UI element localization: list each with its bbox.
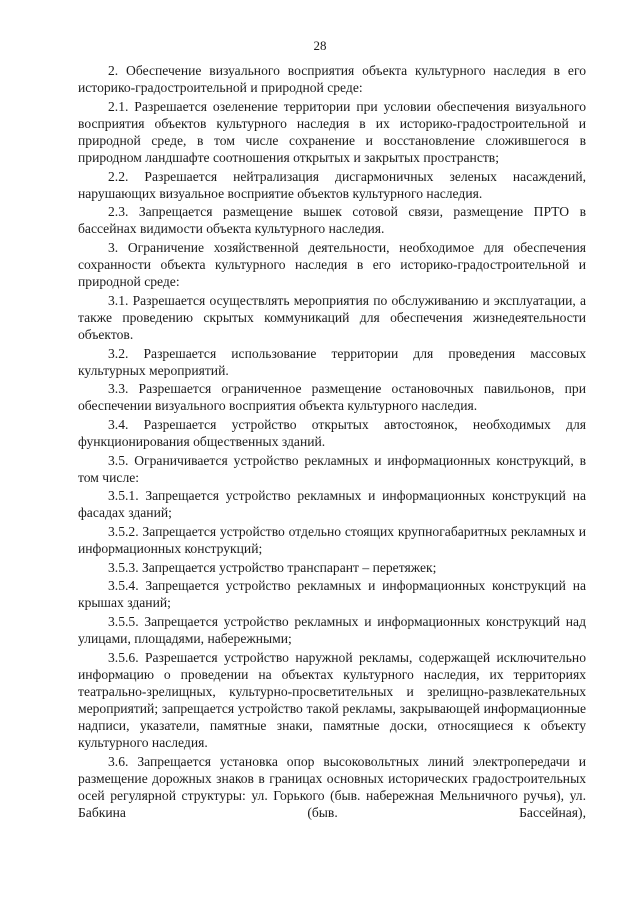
paragraph-2-1: 2.1. Разрешается озеленение территории при условии обеспечения визуального восприятия объектов культурного наследия в их историко-градостроительной и природной среде, в том числе сохранение и восстановление сложившегося в природном ландшафте соотношения открытых и закрытых пространств; [78, 98, 586, 165]
paragraph-3-5-2: 3.5.2. Запрещается устройство отдельно стоящих крупногабаритных рекламных и информационных конструкций; [78, 523, 586, 557]
paragraph-3-5-6: 3.5.6. Разрешается устройство наружной рекламы, содержащей исключительно информацию о проведении на объектах культурного наследия, их территориях театрально-зрелищных, культурно-просветительных и зрелищно-развлекательных мероприятий; запрещается устройство такой рекламы, закрывающей информационные надписи, указатели, памятные знаки, памятные доски, относящиеся к объекту культурного наследия. [78, 649, 586, 751]
paragraph-3: 3. Ограничение хозяйственной деятельности, необходимое для обеспечения сохранности объекта культурного наследия в его историко-градостроительной и природной среде: [78, 239, 586, 290]
page-number: 28 [313, 38, 327, 53]
paragraph-3-5-3: 3.5.3. Запрещается устройство транспарант – перетяжек; [108, 559, 437, 575]
paragraph-2: 2. Обеспечение визуального восприятия объекта культурного наследия в его историко-градостроительной и природной среде: [78, 63, 586, 96]
paragraph-3-6: 3.6. Запрещается установка опор высоковольтных линий электропередачи и размещение дорожных знаков в границах основных исторических градостроительных осей регулярной структуры: ул. Горького (быв. набережная Мельничного ручья), ул. Бабкина (быв. Бассейная), [78, 753, 586, 820]
paragraph-2-2: 2.2. Разрешается нейтрализация дисгармоничных зеленых насаждений, нарушающих визуальное восприятие объектов культурного наследия. [78, 168, 586, 201]
paragraph-3-4: 3.4. Разрешается устройство открытых автостоянок, необходимых для функционирования общественных зданий. [78, 416, 586, 449]
paragraph-3-5: 3.5. Ограничивается устройство рекламных и информационных конструкций, в том числе: [78, 452, 586, 485]
paragraph-3-5-4: 3.5.4. Запрещается устройство рекламных и информационных конструкций на крышах зданий; [78, 578, 586, 611]
paragraph-3-5-5: 3.5.5. Запрещается устройство рекламных и информационных конструкций над улицами, площадями, набережными; [78, 613, 586, 646]
paragraph-3-5-1: 3.5.1. Запрещается устройство рекламных и информационных конструкций на фасадах зданий; [78, 488, 586, 521]
paragraph-3-3: 3.3. Разрешается ограниченное размещение остановочных павильонов, при обеспечении визуального восприятия объекта культурного наследия. [78, 381, 586, 414]
paragraph-3-2: 3.2. Разрешается использование территории для проведения массовых культурных мероприятий. [78, 345, 586, 378]
paragraph-2-3: 2.3. Запрещается размещение вышек сотовой связи, размещение ПРТО в бассейнах видимости объекта культурного наследия. [78, 204, 586, 237]
document-body [78, 62, 586, 823]
paragraph-3-1: 3.1. Разрешается осуществлять мероприятия по обслуживанию и эксплуатации, а также проведению скрытых коммуникаций для обеспечения жизнедеятельности объектов. [78, 292, 586, 342]
